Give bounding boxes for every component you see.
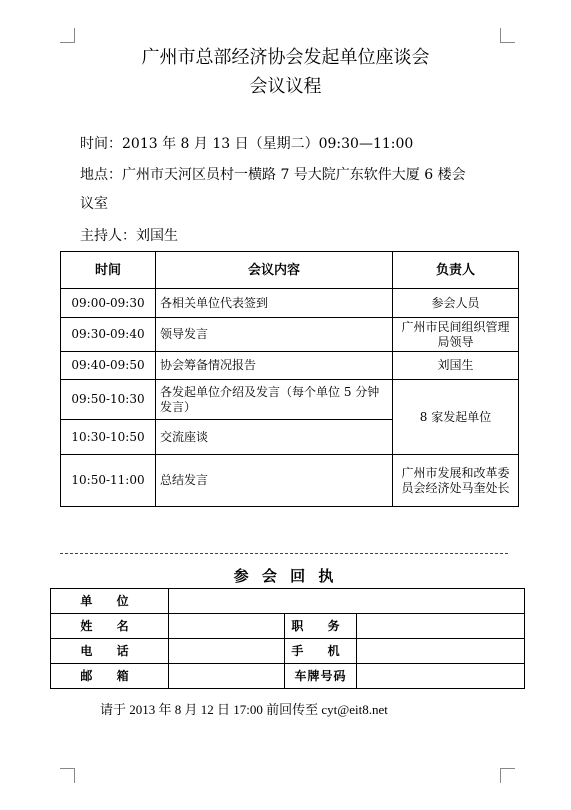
mobile-field[interactable] [357,639,525,664]
receipt-form [50,588,525,689]
form-row-phone [51,639,525,664]
unit-field[interactable] [169,589,525,614]
label-mobile: 手 机 [285,639,357,664]
header-owner: 负责人 [393,252,519,289]
label-position: 职 务 [285,614,357,639]
row-time: 09:50-10:30 [61,380,156,420]
receipt-title: 参 会 回 执 [233,567,338,585]
return-note: 请于 2013 年 8 月 12 日 17:00 前回传至 cyt@eit8.net [100,702,388,717]
meeting-host: 主持人：刘国生 [80,228,178,244]
row-time: 09:30-09:40 [61,318,156,352]
row-time: 10:50-11:00 [61,455,156,507]
agenda-header-row [61,252,519,289]
meeting-time: 时间：2013 年 8 月 13 日（星期二）09:30—11:00 [80,136,414,152]
label-unit: 单 位 [51,589,169,614]
header-time: 时间 [61,252,156,289]
doc-title: 广州市总部经济协会发起单位座谈会 [141,47,430,68]
row-owner: 刘国生 [393,352,519,380]
crop-mark-top-left [60,28,75,43]
header-content: 会议内容 [156,252,393,289]
row-content: 各相关单位代表签到 [156,289,393,318]
email-field[interactable] [169,664,285,689]
meeting-location: 地点：广州市天河区员村一横路 7 号大院广东软件大厦 6 楼会 [80,167,466,183]
form-row-email [51,664,525,689]
label-phone: 电 话 [51,639,169,664]
row-content: 交流座谈 [156,420,393,455]
crop-mark-bottom-right [500,768,515,783]
agenda-table [60,251,519,507]
row-content: 领导发言 [156,318,393,352]
row-content: 协会筹备情况报告 [156,352,393,380]
form-row-name [51,614,525,639]
label-name: 姓 名 [51,614,169,639]
row-time: 09:00-09:30 [61,289,156,318]
row-owner: 参会人员 [393,289,519,318]
row-content: 各发起单位介绍及发言（每个单位 5 分钟发言） [156,380,393,420]
row-time: 09:40-09:50 [61,352,156,380]
table-row [61,289,519,318]
crop-mark-bottom-left [60,768,75,783]
name-field[interactable] [169,614,285,639]
label-plate: 车牌号码 [285,664,357,689]
position-field[interactable] [357,614,525,639]
row-content: 总结发言 [156,455,393,507]
row-time: 10:30-10:50 [61,420,156,455]
cut-line [60,553,508,554]
table-row [61,455,519,507]
table-row [61,318,519,352]
row-owner: 8 家发起单位 [393,380,519,455]
crop-mark-top-right [500,28,515,43]
table-row [61,352,519,380]
form-row-unit [51,589,525,614]
row-owner: 广州市发展和改革委员会经济处马奎处长 [393,455,519,507]
row-owner: 广州市民间组织管理局领导 [393,318,519,352]
label-email: 邮 箱 [51,664,169,689]
meeting-location-cont: 议室 [80,196,108,212]
doc-subtitle: 会议议程 [249,76,322,97]
plate-field[interactable] [357,664,525,689]
phone-field[interactable] [169,639,285,664]
table-row [61,380,519,420]
